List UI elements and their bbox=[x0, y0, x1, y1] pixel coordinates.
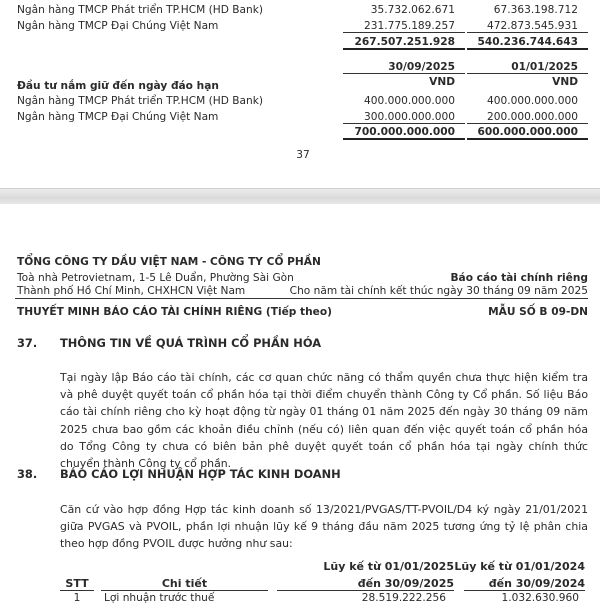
page-separator bbox=[0, 188, 600, 205]
investment-row-value: 300.000.000.000 bbox=[343, 111, 465, 124]
form-code: MẪU SỐ B 09-DN bbox=[488, 306, 588, 318]
table-header-period-2-end: đến 30/09/2024 bbox=[464, 577, 585, 591]
company-name: TỔNG CÔNG TY DẦU VIỆT NAM - CÔNG TY CỔ PHẦN bbox=[17, 256, 321, 268]
investment-row-value: 400.000.000.000 bbox=[487, 95, 578, 107]
investment-row-value: 400.000.000.000 bbox=[364, 95, 455, 107]
investment-row-value: 200.000.000.000 bbox=[467, 111, 588, 124]
table-header-detail: Chi tiết bbox=[101, 577, 268, 591]
table-header-period-1: Lũy kế từ 01/01/2025 bbox=[323, 560, 454, 573]
investment-total: 700.000.000.000 bbox=[343, 126, 465, 140]
column-header-unit: VND bbox=[429, 76, 455, 88]
investment-total: 600.000.000.000 bbox=[467, 126, 588, 140]
section-number: 38. bbox=[17, 467, 38, 481]
notes-title: THUYẾT MINH BÁO CÁO TÀI CHÍNH RIÊNG (Tiếp theo) bbox=[17, 306, 332, 318]
page-number: 37 bbox=[296, 149, 310, 161]
column-header-date: 30/09/2025 bbox=[343, 61, 465, 74]
table-cell-value: 28.519.222.256 bbox=[361, 592, 446, 604]
header-rule bbox=[15, 298, 588, 299]
section-title: THÔNG TIN VỀ QUÁ TRÌNH CỔ PHẦN HÓA bbox=[60, 336, 322, 350]
company-address-line1: Toà nhà Petrovietnam, 1-5 Lê Duẩn, Phường Sài Gòn bbox=[17, 272, 294, 284]
investment-row-label: Ngân hàng TMCP Phát triển TP.HCM (HD Bank) bbox=[17, 95, 263, 107]
section-body: Căn cứ vào hợp đồng Hợp tác kinh doanh số 13/2021/PVGAS/TT-PVOIL/D4 ký ngày 21/01/2021 giữa PVGAS và PVOIL, phần lợi nhuận lũy kế 9 tháng đầu năm 2025 tương ứng tỷ lệ phân chia theo hợp đồng PVOIL được hưởng như sau: bbox=[60, 503, 588, 551]
deposit-row-label: Ngân hàng TMCP Đại Chúng Việt Nam bbox=[17, 20, 219, 32]
table-cell-stt: 1 bbox=[73, 592, 81, 604]
table-header-period-2: Lũy kế từ 01/01/2024 bbox=[454, 560, 585, 573]
table-cell-detail: Lợi nhuận trước thuế bbox=[104, 592, 215, 604]
section-title: BÁO CÁO LỢI NHUẬN HỢP TÁC KINH DOANH bbox=[60, 467, 341, 481]
section-body: Tại ngày lập Báo cáo tài chính, các cơ quan chức năng có thẩm quyền chưa thực hiện kiểm tra và phê duyệt quyết toán cổ phần hóa tại thời điểm chuyển thành Công ty Cổ phần. Số liệu Báo cáo tài chính riêng cho kỳ hoạt động từ ngày 01 tháng 01 năm 2025 đến ngày 30 tháng 09 năm 2025 chưa bao gồm các khoản điều chỉnh (nếu có) liên quan đến việc quyết toán cổ phần hóa do Tổng Công ty chưa có biên bản phê duyệt quyết toán cổ phần hóa tại ngày chính thức chuyển thành Công ty cổ phần. bbox=[60, 371, 588, 471]
deposit-row-value: 231.775.189.257 bbox=[343, 20, 465, 33]
report-period: Cho năm tài chính kết thúc ngày 30 tháng 09 năm 2025 bbox=[289, 285, 588, 297]
deposit-row-value: 67.363.198.712 bbox=[493, 4, 578, 16]
section-subtitle: Đầu tư nắm giữ đến ngày đáo hạn bbox=[17, 80, 219, 92]
company-address-line2: Thành phố Hồ Chí Minh, CHXHCN Việt Nam bbox=[17, 285, 246, 297]
deposit-total: 267.507.251.928 bbox=[343, 36, 465, 50]
column-header-date: 01/01/2025 bbox=[467, 61, 588, 74]
deposit-row-label: Ngân hàng TMCP Phát triển TP.HCM (HD Bank) bbox=[17, 4, 263, 16]
investment-row-label: Ngân hàng TMCP Đại Chúng Việt Nam bbox=[17, 111, 219, 123]
document-page-38 bbox=[0, 204, 600, 604]
table-cell-value: 1.032.630.960 bbox=[501, 592, 579, 604]
table-header-period-1-end: đến 30/09/2025 bbox=[277, 577, 454, 591]
deposit-total: 540.236.744.643 bbox=[467, 36, 588, 50]
document-page-37 bbox=[0, 0, 600, 188]
section-number: 37. bbox=[17, 336, 38, 350]
deposit-row-value: 35.732.062.671 bbox=[370, 4, 455, 16]
table-header-stt: STT bbox=[60, 577, 94, 591]
column-header-unit: VND bbox=[552, 76, 578, 88]
report-title: Báo cáo tài chính riêng bbox=[450, 272, 588, 284]
deposit-row-value: 472.873.545.931 bbox=[467, 20, 588, 33]
